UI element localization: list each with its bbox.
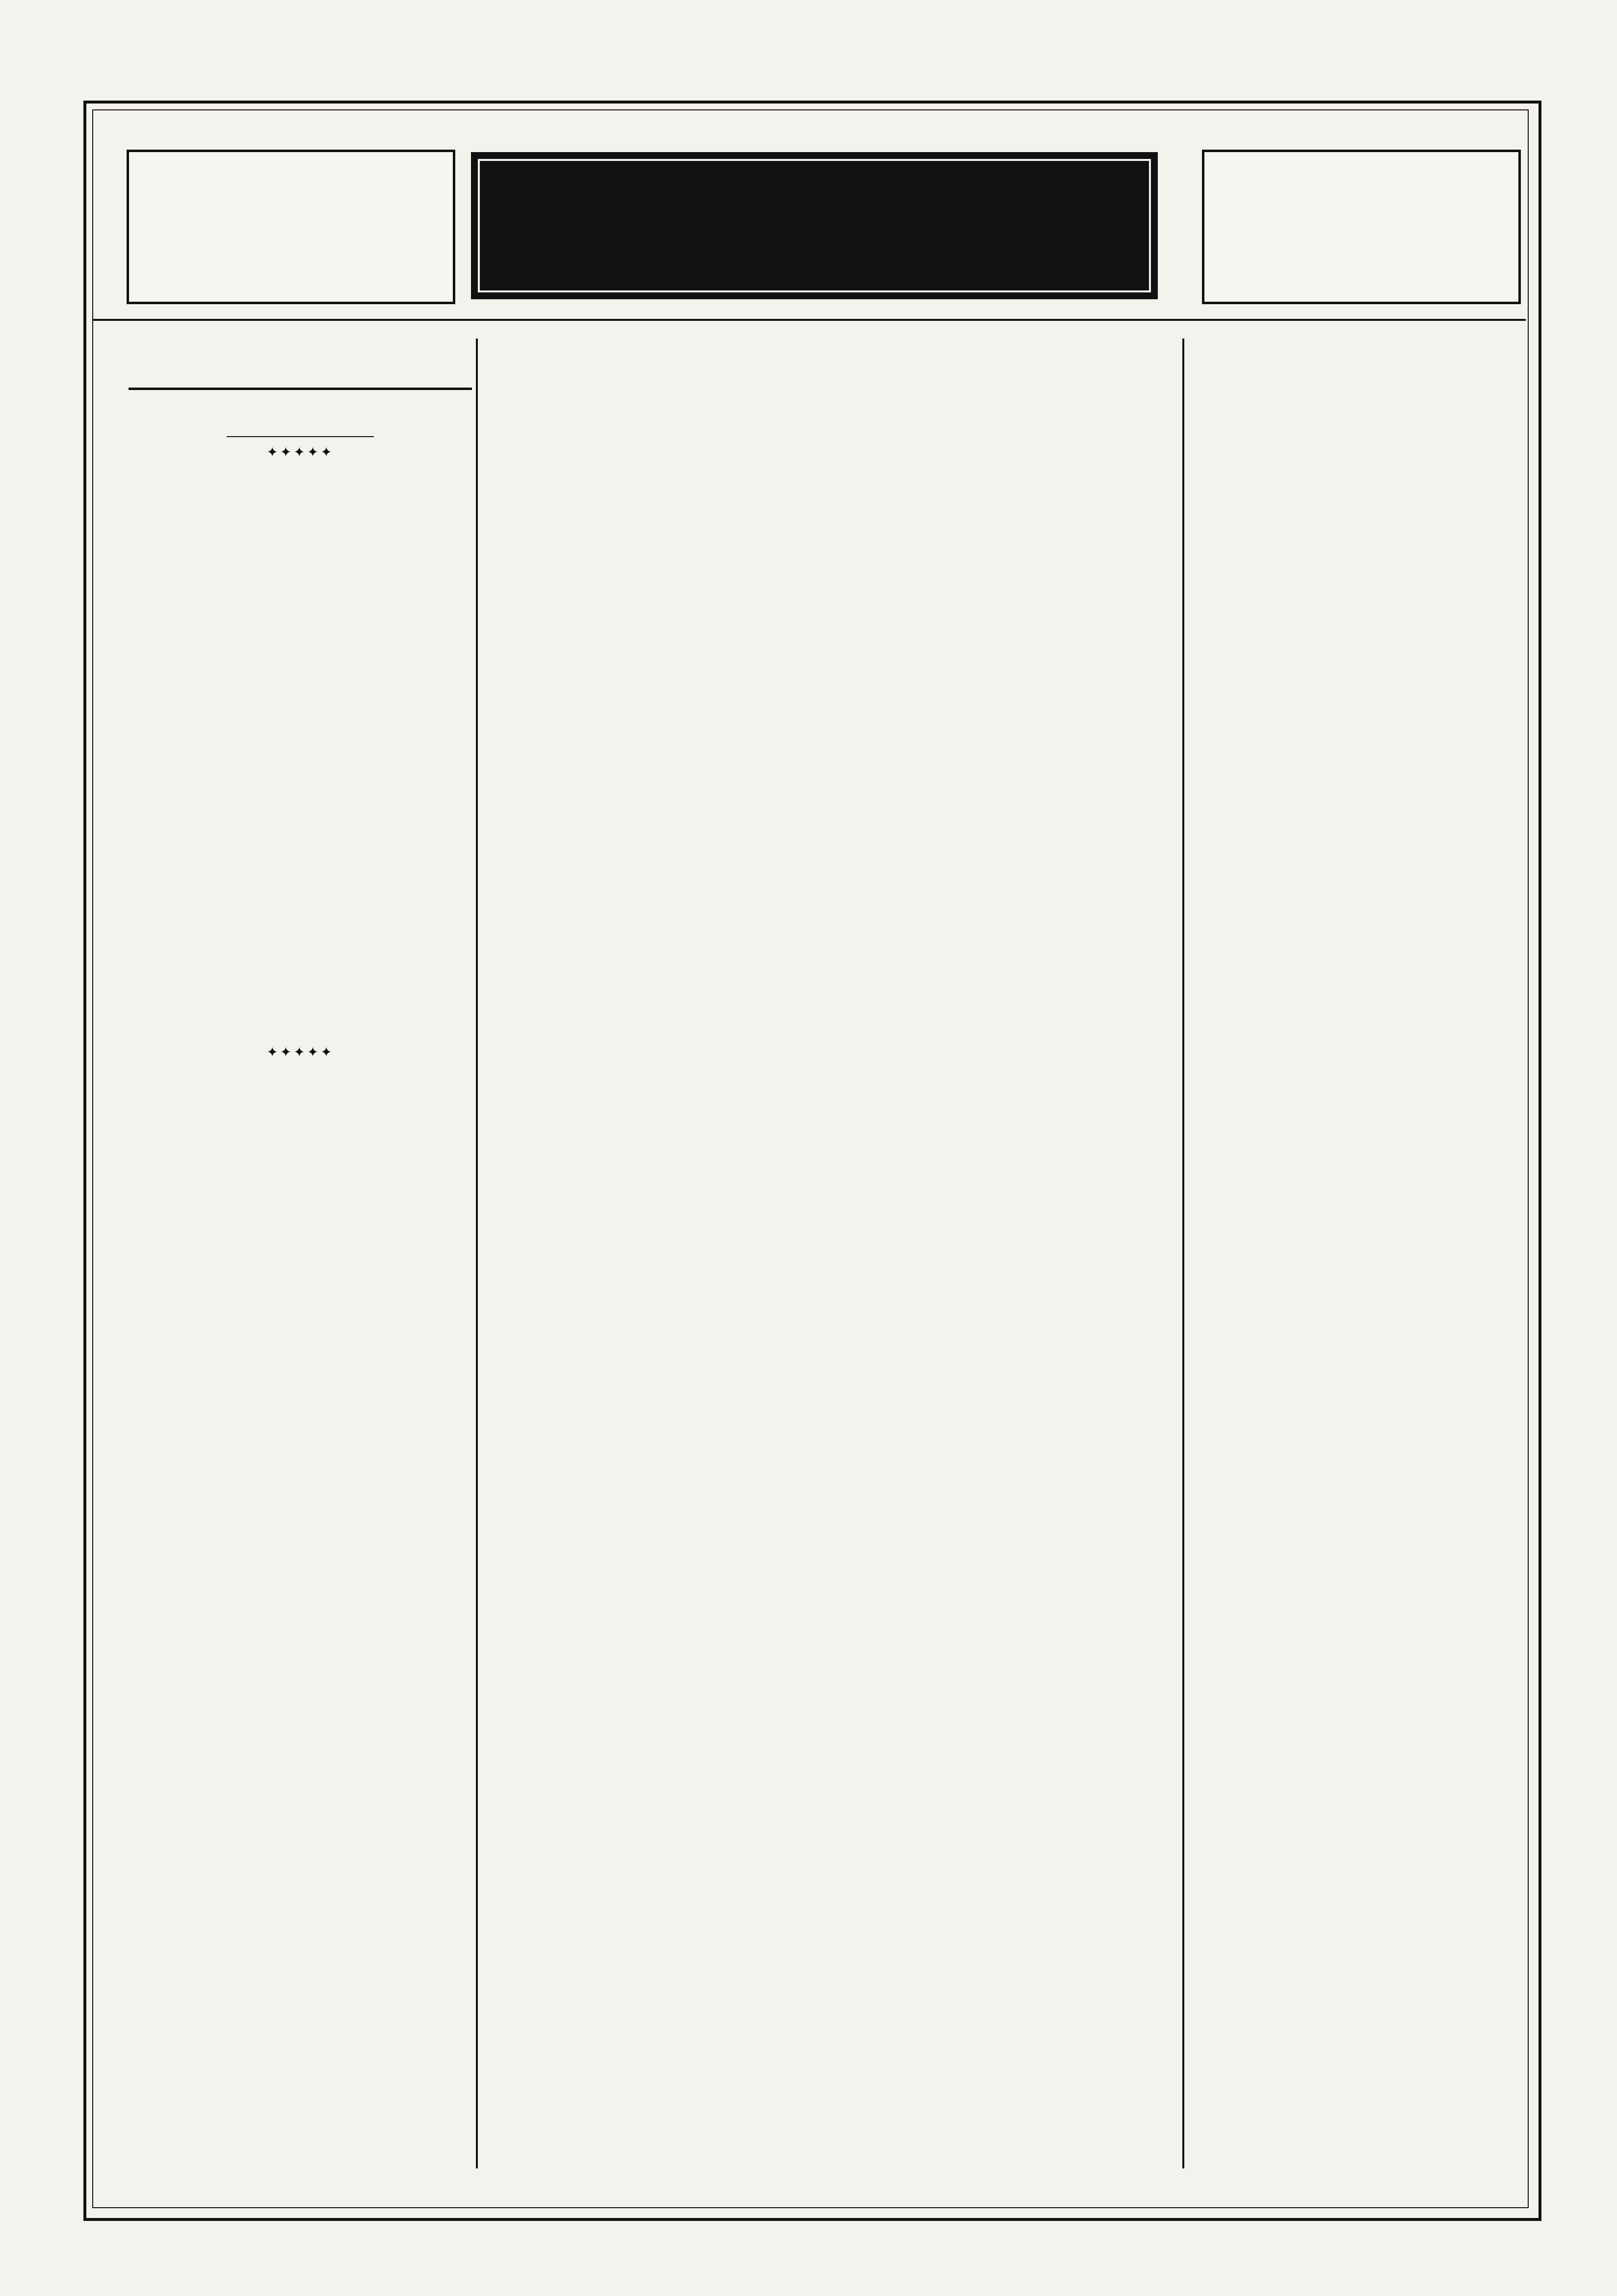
adjacent-page-edge [1567, 108, 1617, 1874]
divider [227, 436, 374, 437]
top-rule [93, 319, 1526, 321]
column-rule-2 [1182, 339, 1184, 2168]
page-frame-inner [92, 109, 1529, 2208]
separator-ornament: ✦✦✦✦✦ [266, 444, 334, 460]
ad-trinaranjus [127, 150, 455, 304]
section-masthead [471, 152, 1158, 299]
madame-ribeiro-article [129, 1040, 472, 1060]
cha-das-cinco-title [129, 334, 472, 390]
column-rule-1 [476, 339, 478, 2168]
section-masthead-inner [478, 159, 1151, 292]
separator-ornament: ✦✦✦✦✦ [266, 1044, 334, 1060]
cha-article-body [129, 429, 472, 460]
ad-restaurante-club [1202, 150, 1521, 304]
